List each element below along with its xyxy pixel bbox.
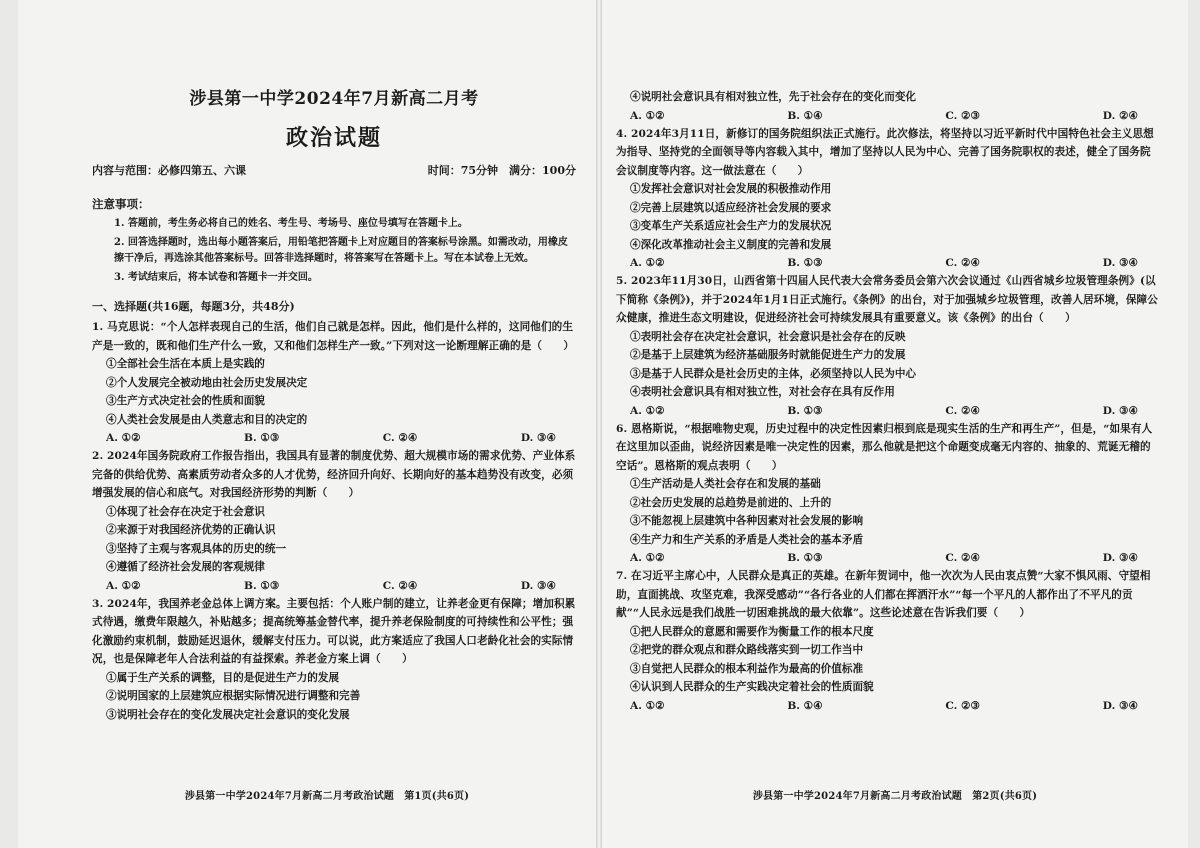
question-option: ②说明国家的上层建筑应根据实际情况进行调整和完善 [106,690,361,702]
answer-b: B. ①④ [787,109,823,122]
question-option: ③生产方式决定社会的性质和面貌 [106,395,265,407]
answer-c: C. ②③ [945,699,981,712]
question-option: ②社会历史发展的总趋势是前进的、上升的 [630,496,832,509]
answer-b: B. ①③ [787,257,823,269]
question-option: ③坚持了主观与客观具体的历史的统一 [106,542,287,555]
notice-item: 2. 回答选择题时，选出每小题答案后，用铅笔把答题卡上对应题目的答案标号涂黑。如需改动，用橡皮擦干净后，再选涂其他答案标号。回答非选择题时，将答案写在答题卡上。写在本试卷上无效。 [114,237,568,264]
question-option: ②完善上层建筑以适应经济社会发展的要求 [630,201,832,214]
question-option: ①全部社会生活在本质上是实践的 [106,358,265,370]
answer-choices [616,697,1158,715]
answer-choices [616,402,1158,420]
answer-d: D. ③④ [1102,257,1138,269]
question-7 [616,567,1158,715]
subject-title: 政治试题 [285,125,382,151]
answer-a: A. ①② [630,552,665,564]
question-option: ③不能忽视上层建筑中各种因素对社会发展的影响 [630,515,864,527]
question-3 [92,595,576,725]
question-option: ③变革生产关系适应社会生产力的发展状况 [630,220,832,232]
answer-choices [616,107,1158,125]
exam-meta [92,162,576,178]
question-option: ④深化改革推动社会主义制度的完善和发展 [630,238,832,251]
question-5 [616,272,1158,420]
exam-page-left [18,0,596,848]
answer-b: B. ①③ [787,404,823,417]
question-option: ①把人民群众的意愿和需要作为衡量工作的根本尺度 [630,625,874,638]
question-option: ③说明社会存在的变化发展决定社会意识的变化发展 [106,708,350,721]
answer-c: C. ②③ [945,109,981,122]
question-option: ①体现了社会存在决定于社会意识 [106,505,265,518]
question-option: ②个人发展完全被动地由社会历史发展决定 [106,376,308,389]
answer-a: A. ①② [630,109,665,122]
answer-choices [92,429,576,447]
answer-a: A. ①② [106,432,141,444]
answer-c: C. ②④ [945,404,981,417]
question-3-continued [616,88,1158,125]
answer-b: B. ①③ [244,432,280,444]
notice-title: 注意事项： [92,197,150,211]
question-stem: 5. 2023年11月30日，山西省第十四届人民代表大会常务委员会第六次会议通过《山西省城乡垃圾管理条例》(以下简称《条例》)，并于2024年1月1日正式施行。《条例》的出台，对于加强城乡垃圾管理，改善人居环境，保障公众健康，推进生态文明建设，促进经济社会可持续发展具有重要意义。该《条例》的出台（ ） [616,275,1158,324]
question-stem: 4. 2024年3月11日，新修订的国务院组织法正式施行。此次修法，将坚持以习近平新时代中国特色社会主义思想为指导、坚持党的全面领导等内容载入其中，增加了坚持以人民为中心、完善了国务院职权的表述，健全了国务院会议制度等内容。这一做法意在（ ） [616,127,1154,177]
answer-c: C. ②④ [382,432,418,444]
answer-d: D. ③④ [1102,699,1138,712]
exam-scope: 内容与范围：必修四第五、六课 [92,164,246,177]
page-footer: 涉县第一中学2024年7月新高二月考政治试题 第2页(共6页) [752,791,1038,802]
question-option: ②把党的群众观点和群众路线落实到一切工作当中 [630,644,864,656]
question-option: ③是基于人民群众是社会历史的主体，必须坚持以人民为中心 [630,367,917,380]
answer-b: B. ①③ [787,552,823,564]
question-option: ①生产活动是人类社会存在和发展的基础 [630,478,821,490]
question-stem: 3. 2024年，我国养老金总体上调方案。主要包括：个人账户制的建立，让养老金更有保障；增加积累式待遇，缴费年限越久，补贴越多；提高统筹基金替代率，提升养老保险制度的可持续性和公平性；强化激励约束机制，鼓励延迟退休，缓解支付压力。可以说，此方案适应了我国人口老龄化社会的实际情况，也是保障老年人合法利益的有益探索。养老金方案上调（ ） [92,597,576,665]
question-stem: 1. 马克思说：“个人怎样表现自己的生活，他们自己就是怎样。因此，他们是什么样的，这同他们的生产是一致的，既和他们生产什么一致，又和他们怎样生产一致。”下列对这一论断理解正确的是（ ） [92,321,575,352]
question-6 [616,420,1158,568]
answer-d: D. ③④ [1102,404,1138,417]
question-option: ①属于生产关系的调整，目的是促进生产力的发展 [106,671,340,684]
question-4 [616,125,1158,273]
answer-d: D. ②④ [1102,109,1138,122]
notice-item: 3. 考试结束后，将本试卷和答题卡一并交回。 [114,272,318,283]
question-1 [92,318,576,447]
answer-choices [616,549,1158,567]
question-option: ④认识到人民群众的生产实践决定着社会的性质面貌 [630,681,874,693]
question-option: ④人类社会发展是由人类意志和目的决定的 [106,413,308,426]
answer-b: B. ①④ [787,699,823,712]
answer-c: C. ②④ [945,552,981,564]
page-footer: 涉县第一中学2024年7月新高二月考政治试题 第1页(共6页) [184,791,470,802]
answer-b: B. ①③ [244,579,280,592]
question-stem: 6. 恩格斯说，“根据唯物史观，历史过程中的决定性因素归根到底是现实生活的生产和再生产”，但是，“如果有人在这里加以歪曲，说经济因素是唯一决定性的因素，那么他就是把这个命题变成毫无内容的、抽象的、荒诞无稽的空话”。恩格斯的观点表明（ ） [616,422,1153,472]
question-option: ②来源于对我国经济优势的正确认识 [106,524,276,536]
answer-d: D. ③④ [520,432,556,444]
answer-d: D. ③④ [1102,552,1138,564]
question-option: ④说明社会意识具有相对独立性，先于社会存在的变化而变化 [630,91,917,103]
answer-d: D. ③④ [520,579,556,592]
question-option: ④生产力和生产关系的矛盾是人类社会的基本矛盾 [630,533,864,546]
exam-time-score: 时间：75分钟 满分：100分 [427,164,576,177]
question-2 [92,447,576,595]
answer-choices [616,254,1158,272]
answer-a: A. ①② [106,579,141,592]
section-title: 一、选择题(共16题，每题3分，共48分) [92,300,295,313]
answer-choices [92,577,576,595]
answer-a: A. ①② [630,404,665,417]
question-option: ③自觉把人民群众的根本利益作为最高的价值标准 [630,662,864,675]
exam-page-right [602,0,1188,848]
answer-c: C. ②④ [945,257,981,269]
notice-item: 1. 答题前，考生务必将自己的姓名、考生号、考场号、座位号填写在答题卡上。 [114,218,468,229]
question-option: ④遵循了经济社会发展的客观规律 [106,561,265,573]
question-option: ②是基于上层建筑为经济基础服务时就能促进生产力的发展 [630,349,906,361]
exam-title: 涉县第一中学2024年7月新高二月考 [189,89,479,109]
answer-a: A. ①② [630,257,665,269]
question-option: ④表明社会意识具有相对独立性，对社会存在具有反作用 [630,386,895,398]
answer-c: C. ②④ [382,579,418,592]
question-option: ①发挥社会意识对社会发展的积极推动作用 [630,183,832,195]
question-option: ①表明社会存在决定社会意识，社会意识是社会存在的反映 [630,330,906,343]
answer-a: A. ①② [630,699,665,712]
question-stem: 2. 2024年国务院政府工作报告指出，我国具有显著的制度优势、超大规模市场的需求优势、产业体系完备的供给优势、高素质劳动者众多的人才优势，经济回升向好、长期向好的基本趋势没有改变，必须增强发展的信心和底气。对我国经济形势的判断（ ） [92,450,576,499]
question-stem: 7. 在习近平主席心中，人民群众是真正的英雄。在新年贺词中，他一次次为人民由衷点赞“大家不惧风雨、守望相助，直面挑战、攻坚克难，我深受感动”“各行各业的人们都在挥洒汗水”“每一个平凡的人都作出了不平凡的贡献”“人民永远是我们战胜一切困难挑战的最大依靠”。这些论述意在告诉我们要（ ） [616,570,1151,619]
